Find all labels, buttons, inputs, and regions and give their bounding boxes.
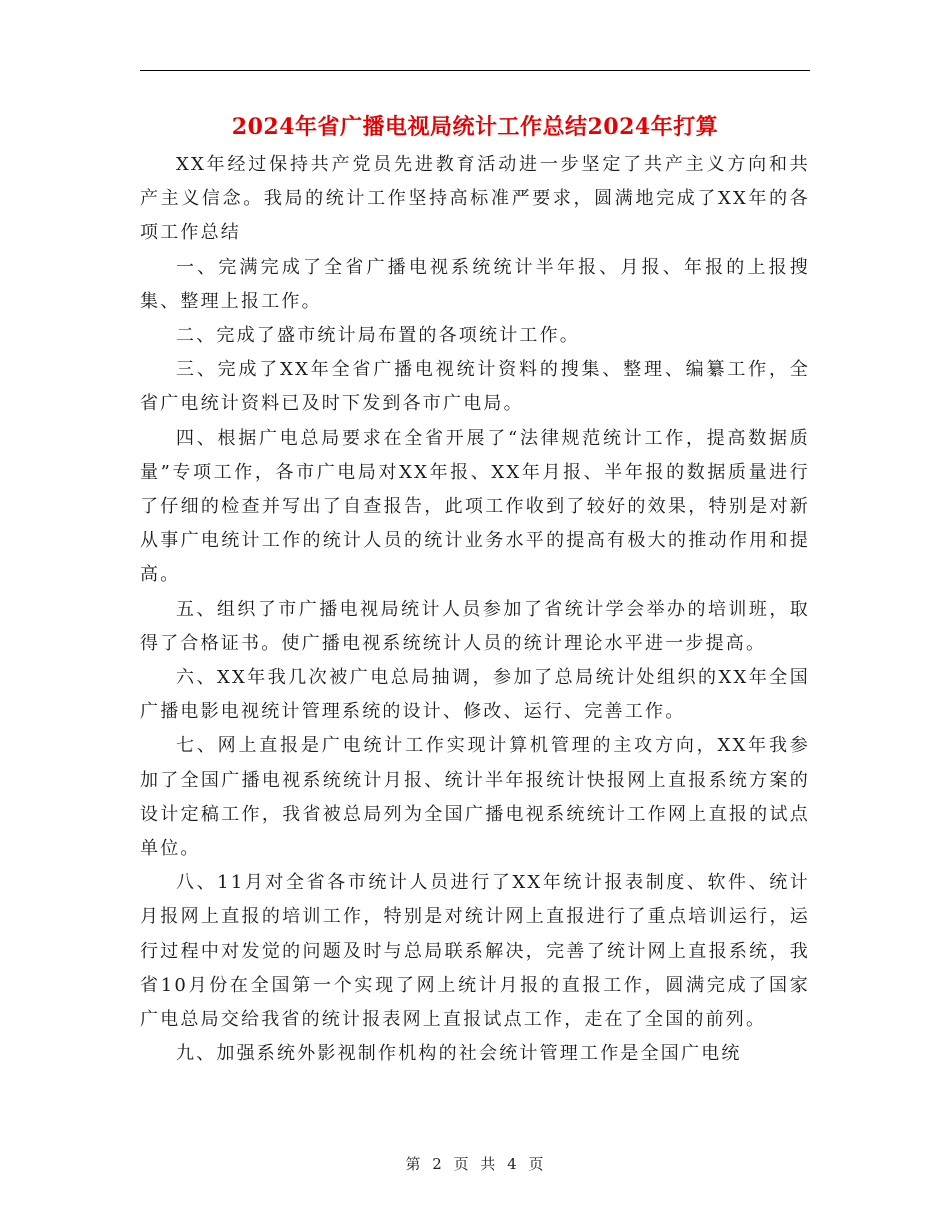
header-rule xyxy=(140,70,810,71)
paragraph-item-1: 一、完满完成了全省广播电视系统统计半年报、月报、年报的上报搜集、整理上报工作。 xyxy=(140,256,810,312)
paragraph-intro: XX年经过保持共产党员先进教育活动进一步坚定了共产主义方向和共产主义信念。我局的统计工作坚持高标准严要求，圆满地完成了XX年的各项工作总结 xyxy=(140,154,810,244)
paragraph-item-8: 八、11月对全省各市统计人员进行了XX年统计报表制度、软件、统计月报网上直报的培训工作，特别是对统计网上直报进行了重点培训运行，运行过程中对发觉的问题及时与总局联系解决，完善了统计网上直报系统，我省10月份在全国第一个实现了网上统计月报的直报工作，圆满完成了国家广电总局交给我省的统计报表网上直报试点工作，走在了全国的前列。 xyxy=(140,872,810,1031)
paragraph-item-5: 五、组织了市广播电视局统计人员参加了省统计学会举办的培训班，取得了合格证书。使广播电视系统统计人员的统计理论水平进一步提高。 xyxy=(140,598,810,654)
page-number: 第 2 页 共 4 页 xyxy=(405,1155,545,1173)
paragraph-item-6: 六、XX年我几次被广电总局抽调，参加了总局统计处组织的XX年全国广播电影电视统计管理系统的设计、修改、运行、完善工作。 xyxy=(140,667,810,723)
paragraph-item-2: 二、完成了盛市统计局布置的各项统计工作。 xyxy=(176,325,580,347)
document-body xyxy=(140,148,810,1071)
document-title: 2024年省广播电视局统计工作总结2024年打算 xyxy=(231,114,719,140)
paragraph-item-4: 四、根据广电总局要求在全省开展了“法律规范统计工作，提高数据质量”专项工作，各市广电局对XX年报、XX年月报、半年报的数据质量进行了仔细的检查并写出了自查报告，此项工作收到了较好的效果，特别是对新从事广电统计工作的统计人员的统计业务水平的提高有极大的推动作用和提高。 xyxy=(140,427,810,586)
paragraph-item-7: 七、网上直报是广电统计工作实现计算机管理的主攻方向，XX年我参加了全国广播电视系统统计月报、统计半年报统计快报网上直报系统方案的设计定稿工作，我省被总局列为全国广播电视系统统计工作网上直报的试点单位。 xyxy=(140,735,810,860)
paragraph-item-3: 三、完成了XX年全省广播电视统计资料的搜集、整理、编纂工作，全省广电统计资料已及时下发到各市广电局。 xyxy=(140,359,810,415)
paragraph-item-9: 九、加强系统外影视制作机构的社会统计管理工作是全国广电统 xyxy=(176,1043,742,1065)
